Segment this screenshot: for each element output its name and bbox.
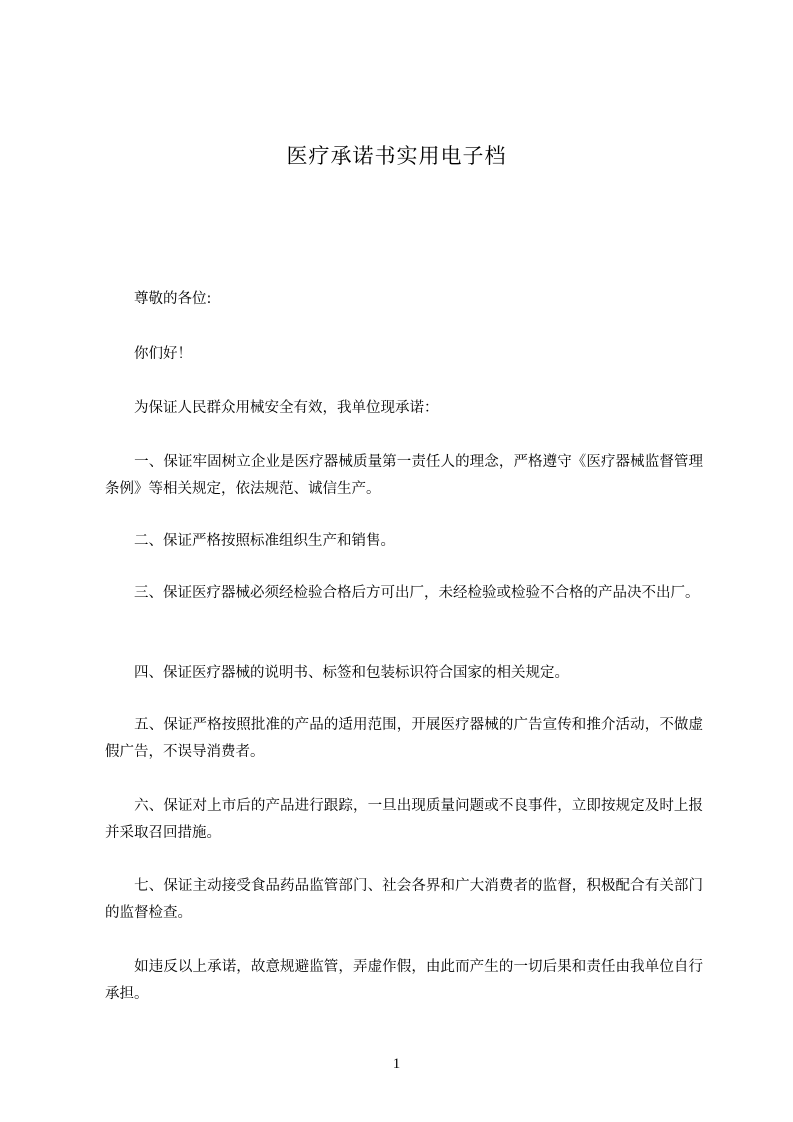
closing-statement: 如违反以上承诺，故意规避监管，弄虚作假，由此而产生的一切后果和责任由我单位自行承担。: [105, 959, 703, 1002]
commitment-item-5: 五、保证严格按照批准的产品的适用范围，开展医疗器械的广告宣传和推介活动，不做虚假广告，不误导消费者。: [105, 717, 703, 760]
commitment-item-6: 六、保证对上市后的产品进行跟踪，一旦出现质量问题或不良事件，立即按规定及时上报并采取召回措施。: [105, 798, 703, 841]
document-title: 医疗承诺书实用电子档: [286, 144, 507, 168]
commitment-item-1: 一、保证牢固树立企业是医疗器械质量第一责任人的理念，严格遵守《医疗器械监督管理条例》等相关规定，依法规范、诚信生产。: [105, 454, 703, 497]
commitment-item-7: 七、保证主动接受食品药品监管部门、社会各界和广大消费者的监督，积极配合有关部门的监督检查。: [105, 878, 703, 921]
commitment-item-4: 四、保证医疗器械的说明书、标签和包装标识符合国家的相关规定。: [105, 665, 569, 681]
commitment-item-2: 二、保证严格按照标准组织生产和销售。: [105, 533, 395, 549]
greeting: 你们好！: [105, 346, 192, 362]
commitment-item-3: 三、保证医疗器械必须经检验合格后方可出厂，未经检验或检验不合格的产品决不出厂。: [105, 585, 700, 601]
salutation: 尊敬的各位:: [105, 291, 212, 307]
intro-paragraph: 为保证人民群众用械安全有效，我单位现承诺：: [105, 400, 439, 416]
page-number: 1: [392, 1056, 401, 1072]
